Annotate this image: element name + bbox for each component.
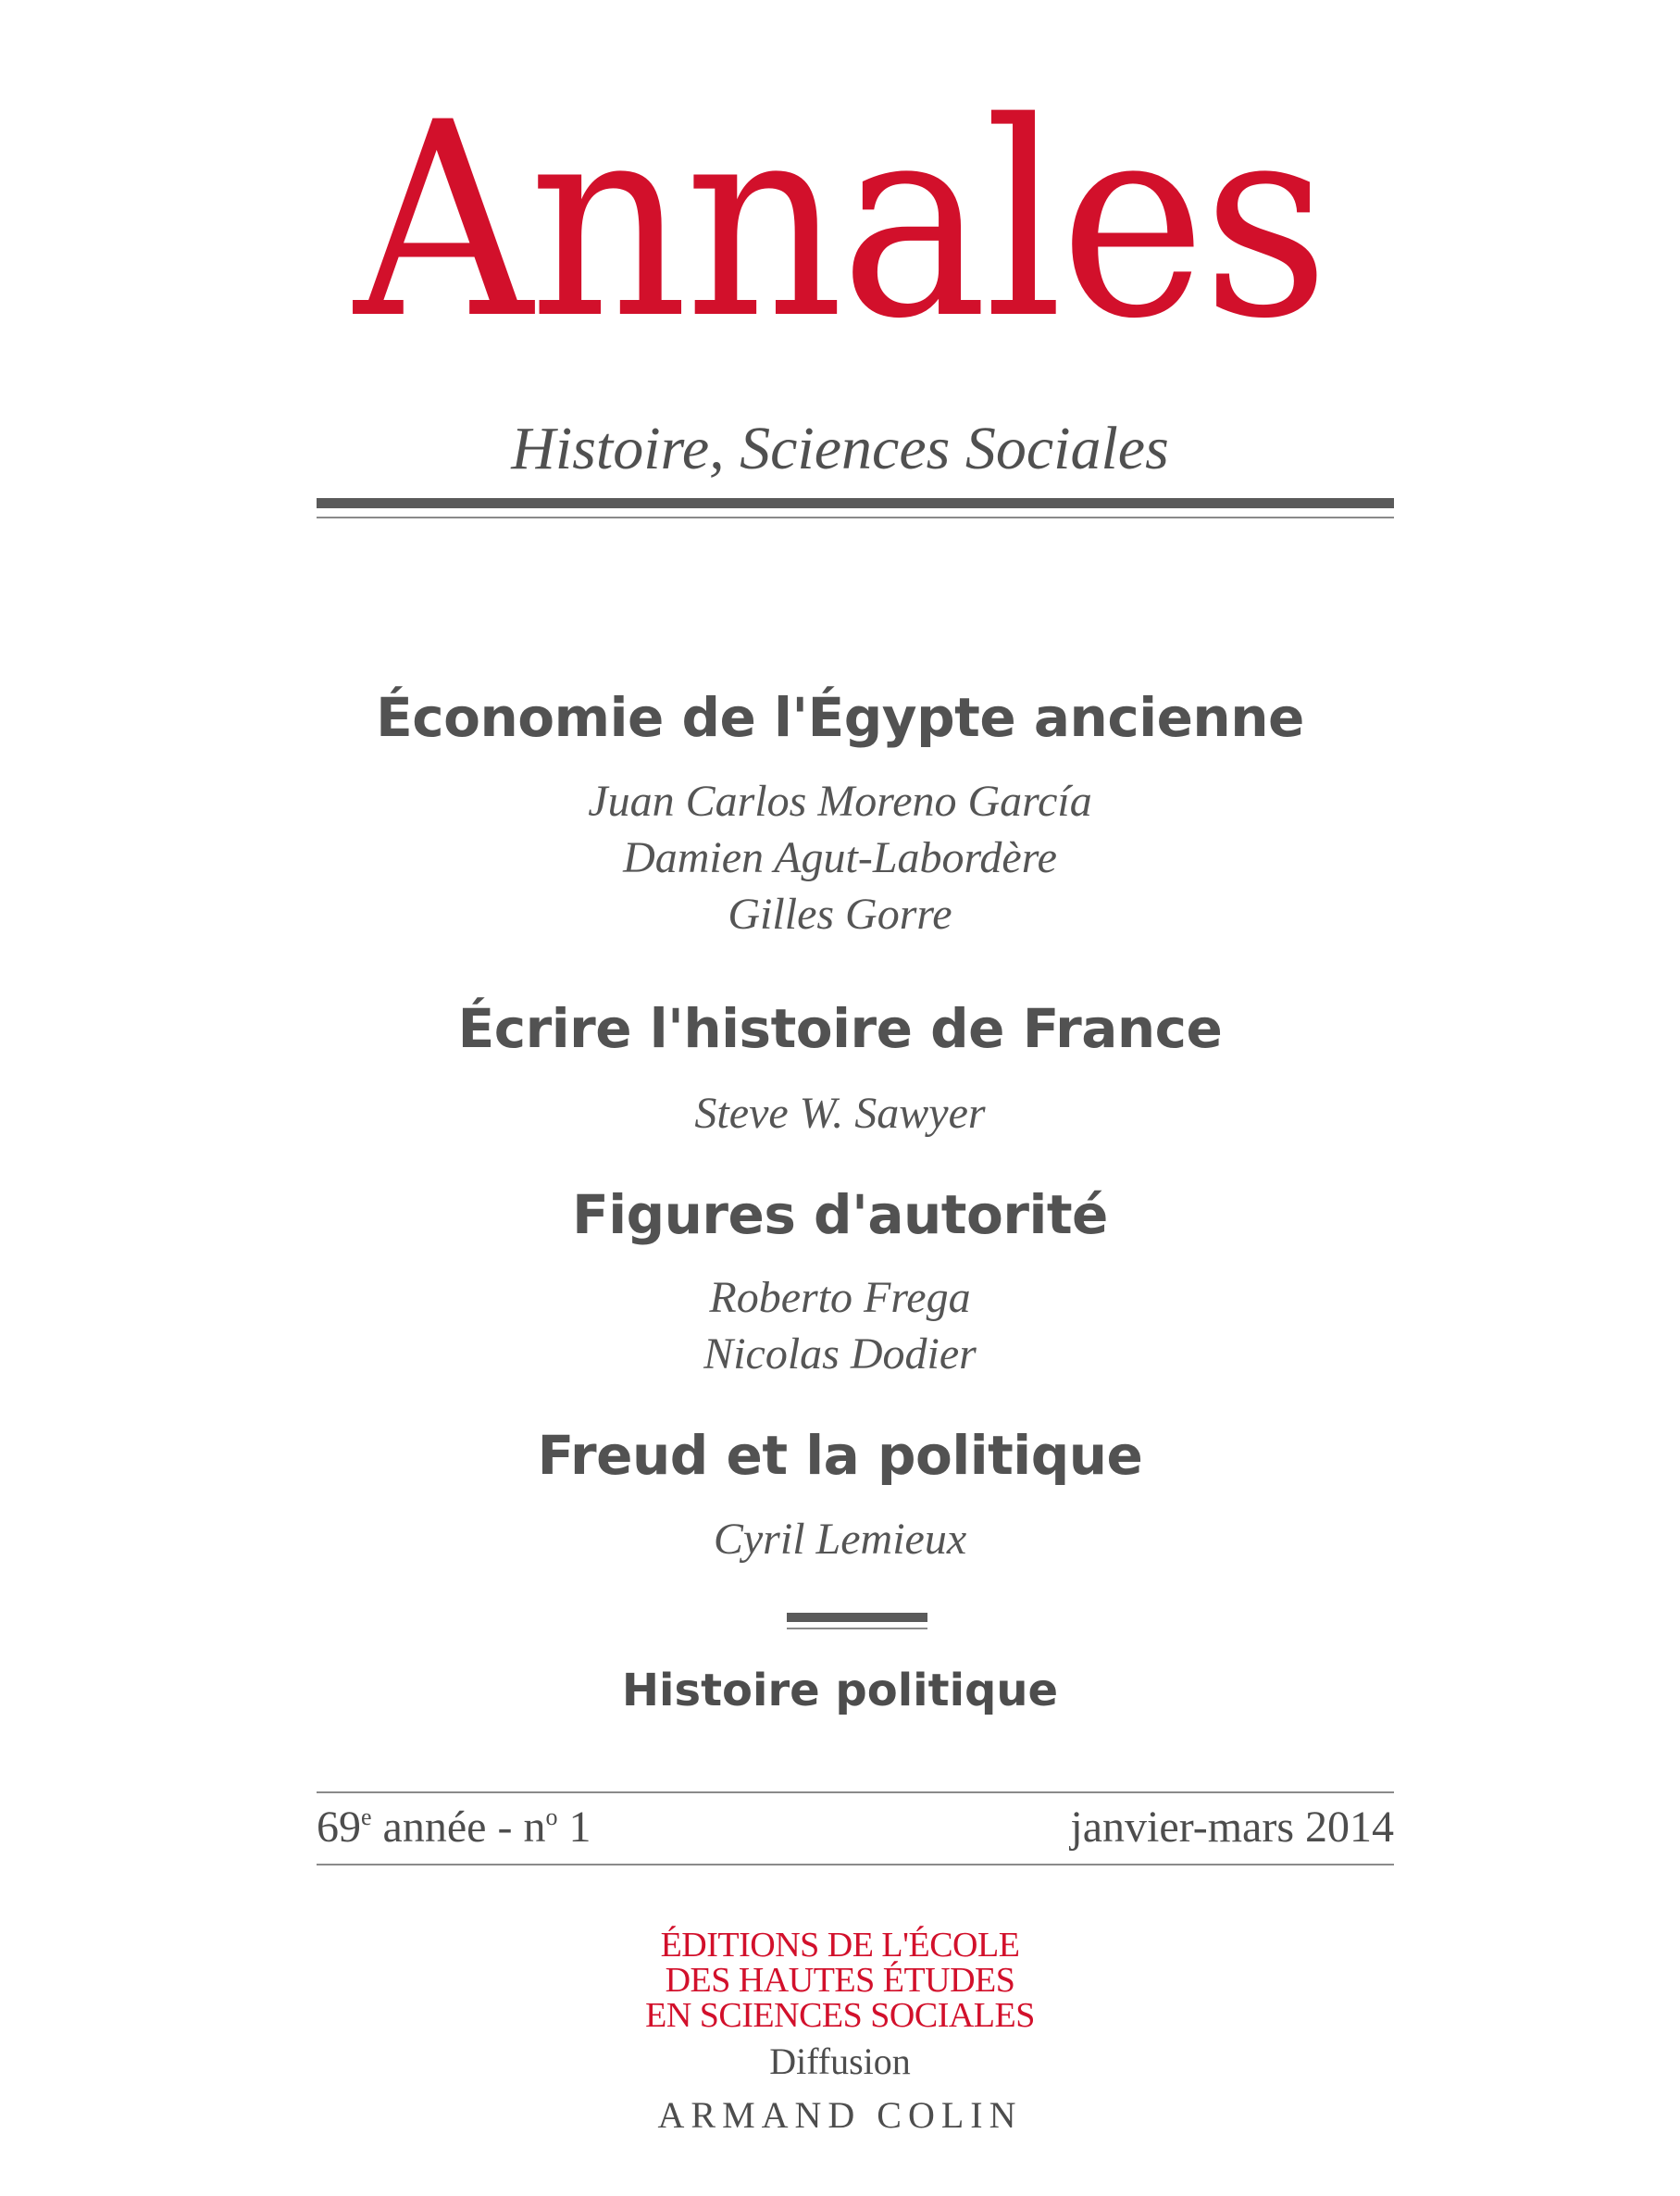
issue-rule-bottom <box>317 1864 1394 1865</box>
masthead-rule-thin <box>317 517 1394 518</box>
section-title: Économie de l'Égypte ancienne <box>376 686 1304 749</box>
issue-rule-top <box>317 1791 1394 1793</box>
volume-number: 69 <box>317 1803 361 1852</box>
section-title: Freud et la politique <box>537 1424 1143 1487</box>
section-author: Roberto Frega <box>709 1273 971 1322</box>
theme-rule-thick <box>787 1613 927 1622</box>
section-author: Cyril Lemieux <box>713 1515 967 1564</box>
distributor-name: ARMAND COLIN <box>657 2094 1023 2136</box>
number-prefix: o <box>545 1803 558 1830</box>
section-author: Juan Carlos Moreno García <box>588 777 1092 826</box>
section-author: Damien Agut-Labordère <box>623 833 1057 882</box>
issue-number: 1 <box>568 1803 591 1852</box>
publisher-line: ÉDITIONS DE L'ÉCOLE <box>660 1926 1020 1965</box>
section-title: Figures d'autorité <box>572 1183 1108 1246</box>
volume-suffix: e <box>361 1803 372 1830</box>
volume-label: année - n <box>382 1803 546 1852</box>
theme-rule-thin <box>787 1628 927 1629</box>
section-author: Nicolas Dodier <box>703 1329 977 1379</box>
publisher-line: DES HAUTES ÉTUDES <box>665 1961 1015 2000</box>
issue-volume <box>317 1800 591 1855</box>
masthead-rule-thick <box>317 498 1394 508</box>
issue-period: janvier-mars 2014 <box>1070 1803 1394 1852</box>
section-author: Steve W. Sawyer <box>694 1089 986 1138</box>
publisher-line: EN SCIENCES SOCIALES <box>645 1996 1035 2035</box>
section-author: Gilles Gorre <box>728 890 952 939</box>
journal-title: Annales <box>354 66 1326 378</box>
journal-subtitle: Histoire, Sciences Sociales <box>511 415 1169 482</box>
section-title: Écrire l'histoire de France <box>457 997 1223 1060</box>
issue-theme: Histoire politique <box>621 1665 1059 1716</box>
diffusion-label: Diffusion <box>769 2040 911 2082</box>
